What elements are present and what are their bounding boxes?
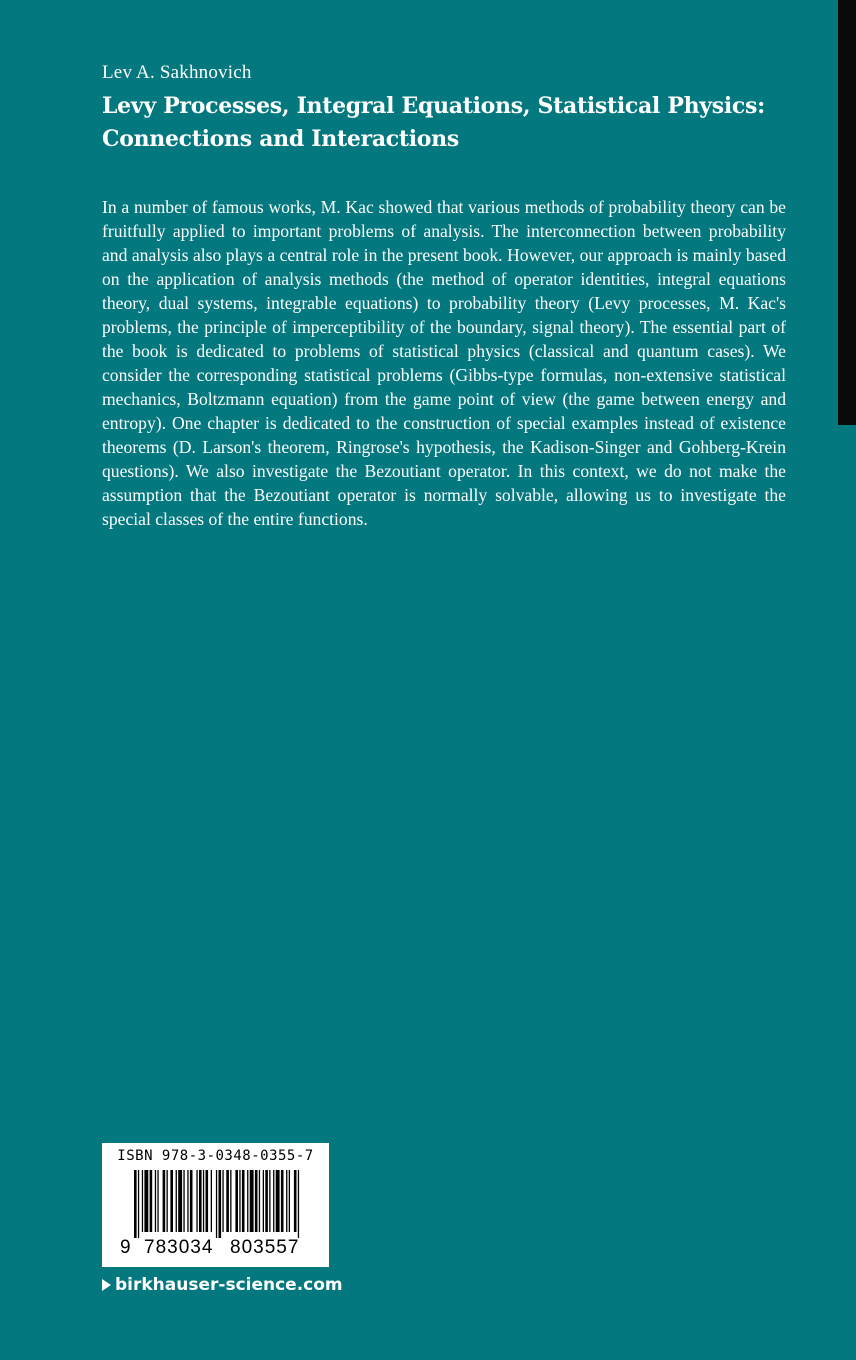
arrow-right-icon [102,1279,111,1291]
author-name: Lev A. Sakhnovich [102,62,252,83]
book-title [102,90,802,156]
title-line-2: Connections and Interactions [102,126,459,152]
title-line-1: Levy Processes, Integral Equations, Statistical Physics: [102,93,765,119]
barcode-digits-right: 803557 [230,1237,300,1258]
publisher-url[interactable]: birkhauser-science.com [115,1275,343,1295]
barcode-digit-first: 9 [120,1237,131,1258]
isbn-label: ISBN 978-3-0348-0355-7 [117,1148,314,1164]
barcode [102,1143,329,1267]
barcode-bars [134,1170,300,1238]
book-description: In a number of famous works, M. Kac showed that various methods of probability theory can be fruitfully applied to important problems of analysis. The interconnection between probability and analysis also plays a central role in the present book. However, our approach is mainly based on the application of analysis methods (the method of operator identities, integral equations theory, dual systems, integrable equations) to probability theory (Levy processes, M. Kac's problems, the principle of imperceptibility of the boundary, signal theory). The essential part of the book is dedicated to problems of statistical physics (classical and quantum cases). We consider the corresponding statistical problems (Gibbs-type formulas, non-extensive statistical mechanics, Boltzmann equation) from the game point of view (the game between energy and entropy). One chapter is dedicated to the construction of special examples instead of existence theorems (D. Larson's theorem, Ringrose's hypothesis, the Kadison-Singer and Gohberg-Krein questions). We also investigate the Bezoutiant operator. In this context, we do not make the assumption that the Bezoutiant operator is normally solvable, allowing us to investigate the special classes of the entire functions. [102,197,786,529]
barcode-digits-left: 783034 [144,1237,214,1258]
spine-edge [838,0,856,425]
publisher-link[interactable] [102,1275,343,1295]
